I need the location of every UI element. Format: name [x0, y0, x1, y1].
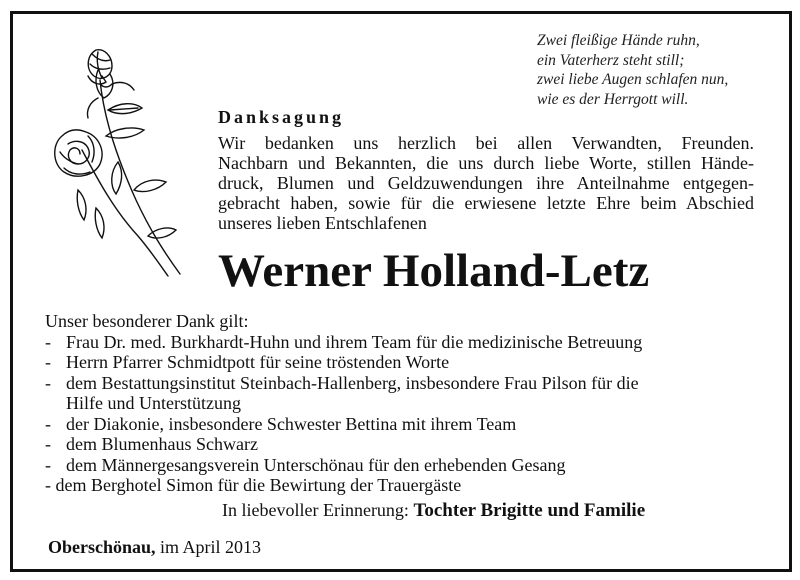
- heading-danksagung: Danksagung: [218, 107, 345, 127]
- list-item-text: dem Blumenhaus Schwarz: [66, 434, 258, 454]
- memory-family: Tochter Brigitte und Familie: [413, 500, 646, 521]
- place: Oberschönau,: [48, 537, 156, 557]
- list-dash: -: [45, 352, 51, 372]
- acknowledgment-text: [218, 133, 754, 233]
- list-item: [45, 373, 642, 394]
- list-item: [45, 352, 642, 373]
- poem: [537, 31, 728, 109]
- body-line: Nachbarn und Bekannten, die uns durch liebe Worte, stillen Hände-: [218, 153, 754, 173]
- poem-line: wie es der Herrgott will.: [537, 90, 689, 108]
- list-item: [45, 332, 642, 353]
- list-item-text: dem Männergesangsverein Unterschönau für den erhebenden Gesang: [66, 454, 566, 475]
- poem-line: zwei liebe Augen schlafen nun,: [537, 71, 729, 88]
- list-item-last: - dem Berghotel Simon für die Bewirtung der Trauergäste: [45, 475, 462, 495]
- list-dash: -: [45, 434, 51, 454]
- body-line: druck, Blumen und Geldzuwendungen ihre Anteilnahme entgegen-: [218, 173, 754, 193]
- date: im April 2013: [160, 537, 262, 557]
- place-date: [48, 537, 261, 558]
- thanks-intro: Unser besonderer Dank gilt:: [45, 311, 249, 331]
- list-item: [45, 414, 642, 435]
- in-memory-line: [222, 500, 645, 522]
- body-line: unseres lieben Entschlafenen: [218, 213, 427, 233]
- list-item-text: der Diakonie, insbesondere Schwester Bettina mit ihrem Team: [66, 413, 517, 434]
- deceased-name: Werner Holland-Letz: [218, 245, 650, 297]
- list-dash: -: [45, 454, 51, 475]
- list-item-text: Frau Dr. med. Burkhardt-Huhn und ihrem Team für die medizinische Betreuung: [66, 331, 643, 352]
- body-line: gebracht haben, sowie für die erwiesene letzte Ehre beim Abschied: [218, 193, 754, 213]
- body-line: Wir bedanken uns herzlich bei allen Verwandten, Freunden.: [218, 133, 754, 153]
- poem-line: ein Vaterherz steht still;: [537, 51, 685, 69]
- list-item-continuation: Hilfe und Unterstützung: [66, 393, 241, 413]
- special-thanks-list: [45, 311, 642, 496]
- poem-line: Zwei fleißige Hände ruhn,: [537, 32, 700, 49]
- memory-prefix: In liebevoller Erinnerung:: [222, 500, 409, 520]
- list-dash: -: [45, 331, 51, 352]
- list-item: [45, 434, 642, 455]
- list-item-text: Herrn Pfarrer Schmidtpott für seine tröstenden Worte: [66, 352, 450, 372]
- list-item: [45, 455, 642, 476]
- list-item-text: dem Bestattungsinstitut Steinbach-Hallenberg, insbesondere Frau Pilson für die: [66, 372, 639, 393]
- list-dash: -: [45, 413, 51, 434]
- rose-illustration-icon: [38, 40, 188, 280]
- list-dash: -: [45, 372, 51, 393]
